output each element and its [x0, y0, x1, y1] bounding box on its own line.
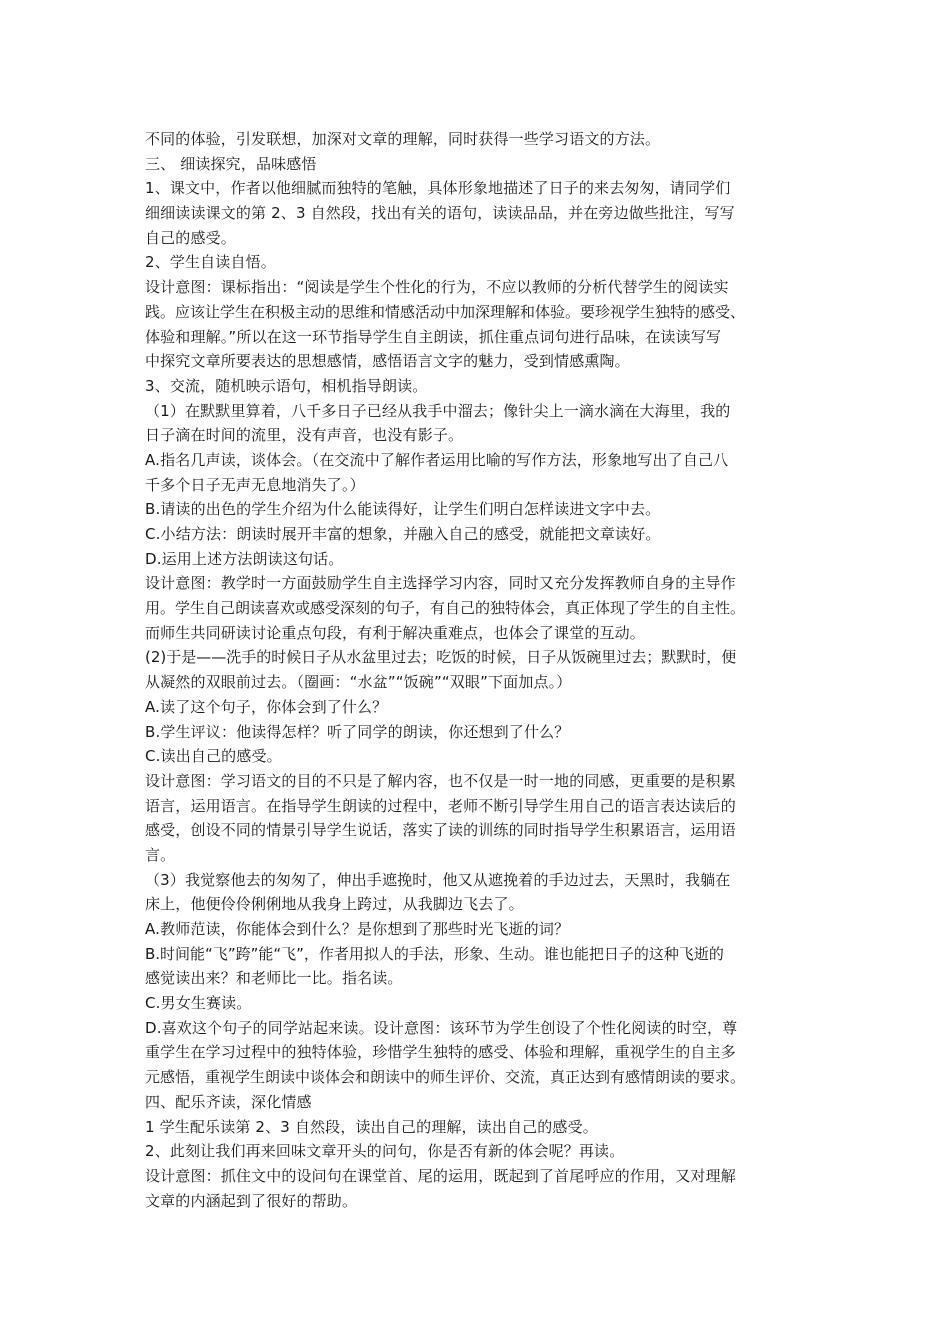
text-line: C.读出自己的感受。: [145, 747, 282, 766]
text-line: 体验和理解。”所以在这一环节指导学生自主朗读，抓住重点词句进行品味，在读读写写: [145, 327, 722, 346]
text-line: 中探究文章所要表达的思想感情，感悟语言文字的魅力，受到情感熏陶。: [145, 352, 630, 371]
text-line: 2、学生自读自悟。: [145, 253, 276, 272]
text-line: D.喜欢这个句子的同学站起来读。设计意图：该环节为学生创设了个性化阅读的时空，尊: [145, 1018, 738, 1037]
text-line: 文章的内涵起到了很好的帮助。: [145, 1191, 358, 1210]
text-line: 元感悟，重视学生朗读中谈体会和朗读中的师生评价、交流，真正达到有感情朗读的要求。: [145, 1068, 746, 1087]
document-body: [145, 127, 813, 1213]
text-line: 设计意图：教学时一方面鼓励学生自主选择学习内容，同时又充分发挥教师自身的主导作: [145, 574, 736, 593]
text-line: C.男女生赛读。: [145, 994, 252, 1013]
text-line: 感觉读出来？和老师比一比。指名读。: [145, 969, 403, 988]
text-line: 设计意图：课标指出：“阅读是学生个性化的行为，不应以教师的分析代替学生的阅读实: [145, 278, 729, 297]
text-line: 设计意图：抓住文中的设问句在课堂首、尾的运用，既起到了首尾呼应的作用，又对理解: [145, 1166, 736, 1185]
text-line: 重学生在学习过程中的独特体验，珍惜学生独特的感受、体验和理解，重视学生的自主多: [145, 1043, 736, 1062]
text-line: C.小结方法：朗读时展开丰富的想象，并融入自己的感受，就能把文章读好。: [145, 525, 661, 543]
text-line: 而师生共同研读讨论重点句段，有利于解决重难点，也体会了课堂的互动。: [145, 623, 645, 642]
text-line: 日子滴在时间的流里，没有声音，也没有影子。: [145, 426, 464, 445]
text-line: B.请读的出色的学生介绍为什么能读得好，让学生们明白怎样读进文字中去。: [145, 500, 661, 519]
text-line: D.运用上述方法朗读这句话。: [145, 549, 344, 568]
text-line: A.读了这个句子，你体会到了什么？: [145, 697, 388, 716]
text-line: 用。学生自己朗读喜欢或感受深刻的句子，有自己的独特体会，真正体现了学生的自主性。: [145, 599, 746, 618]
text-line: 自己的感受。: [145, 228, 236, 247]
text-line: 三、 细读探究，品味感悟: [145, 154, 317, 173]
text-line: 不同的体验，引发联想，加深对文章的理解，同时获得一些学习语文的方法。: [145, 130, 661, 148]
text-line: 1 学生配乐读第 2、3 自然段，读出自己的理解，读出自己的感受。: [145, 1117, 598, 1136]
text-line: 3、交流，随机映示语句，相机指导朗读。: [145, 376, 428, 395]
text-line: A.教师范读，你能体会到什么？是你想到了那些时光飞逝的词？: [145, 920, 570, 938]
text-line: 设计意图：学习语文的目的不只是了解内容，也不仅是一时一地的同感，更重要的是积累: [145, 771, 736, 790]
text-line: (2)于是——洗手的时候日子从水盆里过去；吃饭的时候，日子从饭碗里过去；默默时，便: [145, 648, 737, 667]
text-line: （1）在默默里算着，八千多日子已经从我手中溜去；像针尖上一滴水滴在大海里，我的: [145, 401, 731, 420]
text-line: 千多个日子无声无息地消失了。）: [145, 475, 365, 494]
text-line: 四、配乐齐读，深化情感: [145, 1092, 312, 1111]
text-line: B.学生评议：他读得怎样？听了同学的朗读，你还想到了什么？: [145, 722, 570, 741]
text-line: 从凝然的双眼前过去。（圈画：“水盆”“饭碗”“双眼”下面加点。）: [145, 673, 572, 692]
text-line: 语言，运用语言。在指导学生朗读的过程中，老师不断引导学生用自己的语言表达读后的: [145, 796, 736, 815]
text-line: 2、此刻让我们再来回味文章开头的问句，你是否有新的体会呢？再读。: [145, 1142, 625, 1161]
text-line: 1、课文中，作者以他细腻而独特的笔触，具体形象地描述了日子的来去匆匆，请同学们: [145, 179, 731, 198]
text-line: 床上，他便伶伶俐俐地从我身上跨过，从我脚边飞去了。: [145, 895, 524, 914]
text-line: 感受，创设不同的情景引导学生说话，落实了读的训练的同时指导学生积累语言，运用语: [145, 821, 736, 840]
text-line: （3）我觉察他去的匆匆了，伸出手遮挽时，他又从遮挽着的手边过去，天黑时，我躺在: [145, 870, 731, 889]
text-line: 细细读读课文的第 2、3 自然段，找出有关的语句，读读品品，并在旁边做些批注，写写: [145, 204, 735, 223]
text-line: B.时间能“飞”跨”能“飞”，作者用拟人的手法，形象、生动。谁也能把日子的这种飞逝的: [145, 944, 724, 963]
text-line: A.指名几声读，谈体会。（在交流中了解作者运用比喻的写作方法，形象地写出了自己八: [145, 450, 729, 469]
text-line: 践。应该让学生在积极主动的思维和情感活动中加深理解和体验。要珍视学生独特的感受、: [145, 302, 746, 321]
text-line: 言。: [145, 845, 176, 864]
